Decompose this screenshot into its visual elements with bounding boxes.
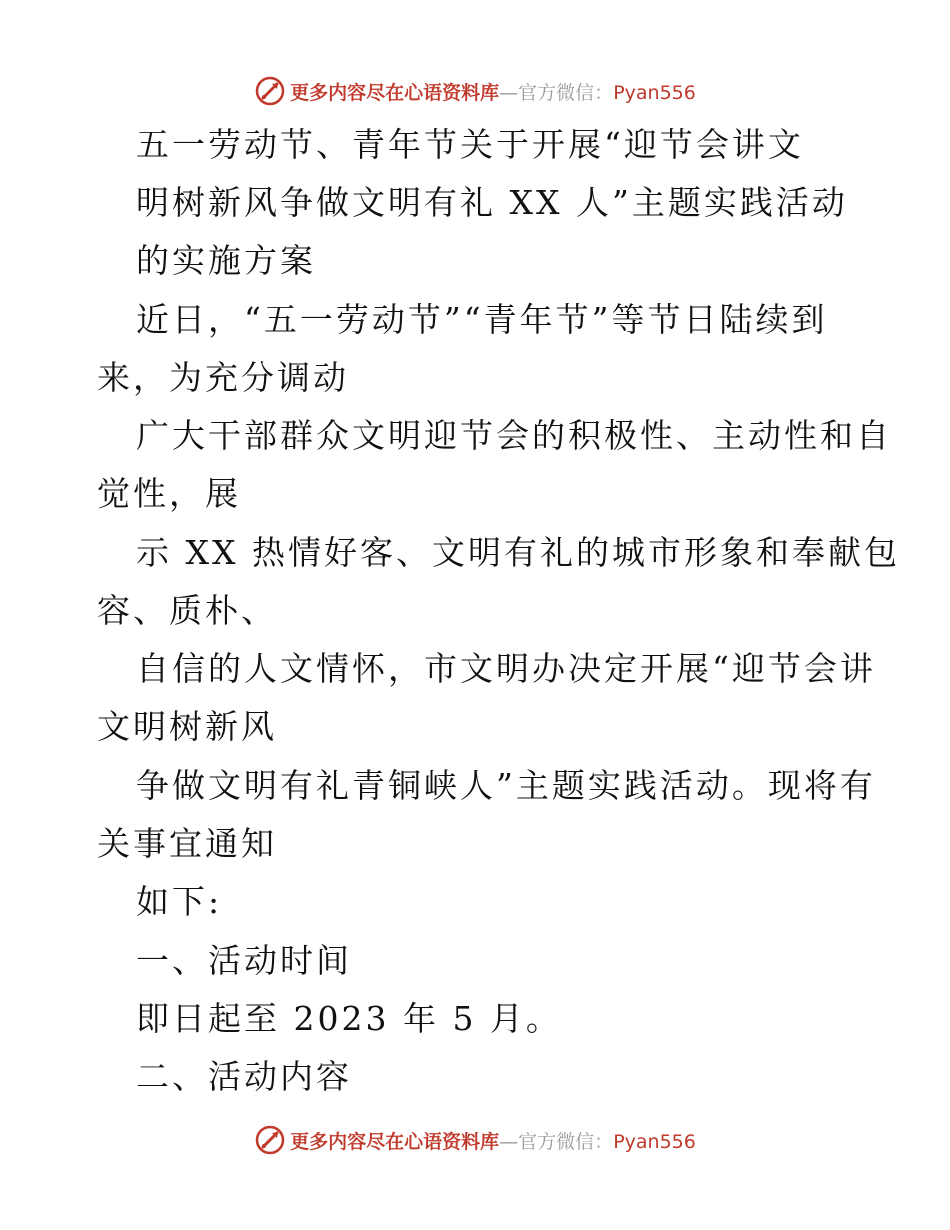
title-line-3: 的实施方案 [136,241,316,280]
paragraph-line: 争做文明有礼青铜峡人”主题实践活动。现将有 [136,766,876,805]
quill-logo-icon [254,75,286,107]
paragraph-line: 文明树新风 [97,707,277,746]
paragraph-line: 来，为充分调动 [97,358,349,397]
paragraph-line: 即日起至 2023 年 5 月。 [136,999,562,1038]
title-line-1: 五一劳动节、青年节关于开展“迎节会讲文 [136,125,804,164]
paragraph-line: 如下: [136,882,223,921]
banner-official-label: 官方微信： [518,81,614,104]
paragraph-line: 关事宜通知 [97,824,277,863]
title-line-2: 明树新风争做文明有礼 XX 人”主题实践活动 [136,183,848,222]
banner-official-label: 官方微信： [518,1130,614,1153]
banner-text [290,1127,696,1154]
section-heading-content: 二、活动内容 [136,1057,352,1096]
paragraph-line: 容、质朴、 [97,591,277,630]
banner-wechat-handle: Pyan556 [613,81,696,104]
section-heading-time: 一、活动时间 [136,941,352,980]
paragraph-line: 示 XX 热情好客、文明有礼的城市形象和奉献包 [136,533,900,572]
quill-logo-icon [254,1124,286,1156]
paragraph-line: 觉性，展 [97,474,241,513]
banner-separator: — [499,1130,519,1153]
header-watermark-banner [0,71,950,111]
paragraph-line: 近日，“五一劳动节”“青年节”等节日陆续到 [136,300,828,339]
banner-text [290,78,696,105]
banner-separator: — [499,81,519,104]
banner-wechat-handle: Pyan556 [613,1130,696,1153]
paragraph-line: 自信的人文情怀，市文明办决定开展“迎节会讲 [136,649,876,688]
banner-main-text: 更多内容尽在心语资料库 [290,1130,500,1153]
paragraph-line: 广大干部群众文明迎节会的积极性、主动性和自 [136,416,892,455]
banner-main-text: 更多内容尽在心语资料库 [290,81,500,104]
footer-watermark-banner [0,1120,950,1160]
